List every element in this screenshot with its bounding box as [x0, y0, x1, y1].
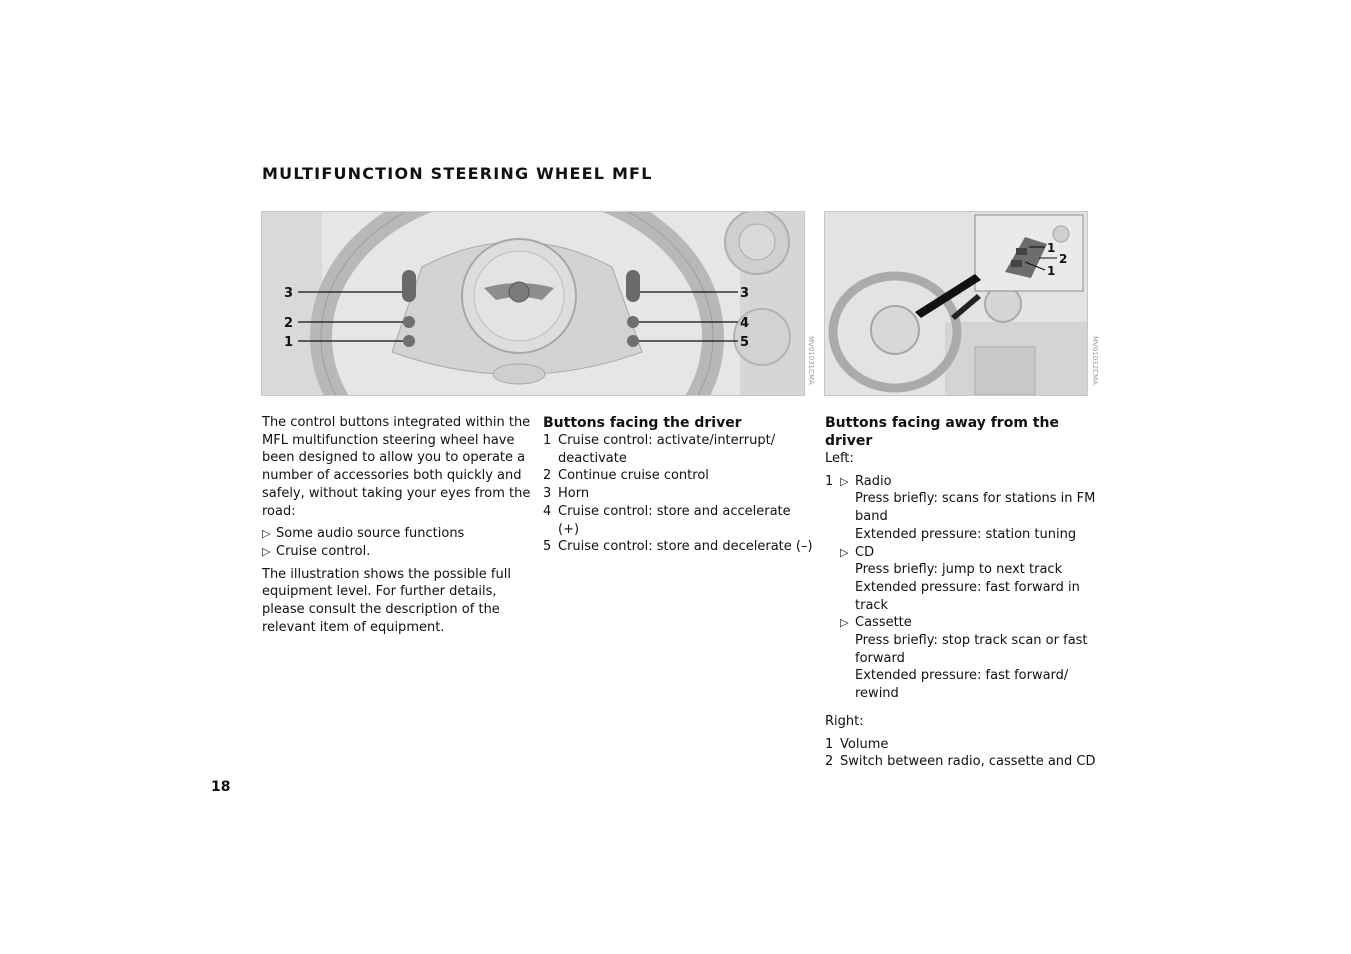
callout-label: 1 — [284, 335, 294, 350]
item-number: 2 — [543, 468, 552, 484]
source-detail: Extended pressure: fast forward in track — [855, 579, 1080, 613]
callout-label: 1 — [1047, 241, 1056, 255]
bullet-item — [262, 543, 537, 561]
item-number: 1 — [543, 433, 552, 448]
source-detail: Press briefly: scans for stations in FM band — [855, 491, 1096, 525]
list-item — [543, 538, 813, 556]
item-text: Horn — [558, 486, 590, 502]
source-name: Cassette — [855, 615, 912, 631]
list-item — [543, 503, 813, 538]
radio-item — [825, 473, 1105, 491]
right-label: Right: — [825, 713, 864, 729]
item-text: Volume — [840, 736, 889, 752]
source-name: Radio — [855, 473, 892, 489]
item-text: Switch between radio, cassette and CD — [840, 754, 1096, 770]
section-title: Buttons facing the driver — [543, 415, 742, 431]
item-number: 1 — [825, 736, 834, 752]
item-text: Cruise control: store and accelerate (+) — [558, 503, 791, 537]
dashboard-figure — [824, 211, 1088, 396]
item-number: 5 — [543, 539, 552, 555]
facing-away-column — [825, 414, 1105, 771]
intro-paragraph: The control buttons integrated within the MFL multifunction steering wheel have been designed to allow you to operate a number of accessories both quickly and safely, without taking your eyes from the road: — [262, 415, 531, 519]
bullet-text: Cruise control. — [276, 543, 371, 559]
item-number: 2 — [825, 754, 834, 770]
callout-label: 1 — [1047, 264, 1056, 278]
triangle-bullet-icon: ▷ — [840, 545, 849, 559]
left-label: Left: — [825, 451, 854, 466]
callout-label: 2 — [284, 316, 294, 331]
item-text: Cruise control: activate/interrupt/ deactivate — [558, 433, 776, 466]
source-detail: Press briefly: stop track scan or fast forward — [855, 633, 1088, 666]
dashboard-illustration — [825, 212, 1087, 395]
list-item — [543, 467, 813, 485]
intro-paragraph: The illustration shows the possible full equipment level. For further details, please consult the description of the relevant item of equipment. — [262, 566, 511, 635]
list-item — [825, 736, 1105, 754]
list-item — [825, 753, 1105, 771]
steering-wheel-figure — [261, 211, 805, 396]
item-number: 4 — [543, 503, 552, 519]
page-number: 18 — [211, 779, 231, 795]
figure-code: MV01031CMA — [807, 336, 815, 385]
figure-code: MV01032CMA — [1091, 336, 1099, 385]
bullet-item — [262, 525, 537, 543]
section-title: Buttons facing away from the driver — [825, 415, 1059, 449]
callout-label: 3 — [284, 286, 294, 301]
callout-label: 5 — [740, 335, 750, 350]
callout-label: 4 — [740, 316, 750, 331]
source-name: CD — [855, 544, 875, 560]
triangle-bullet-icon: ▷ — [840, 474, 849, 488]
triangle-bullet-icon: ▷ — [262, 527, 271, 541]
source-detail: Extended pressure: fast forward/ rewind — [855, 668, 1069, 702]
item-number: 1 — [825, 473, 834, 489]
page-heading: MULTIFUNCTION STEERING WHEEL MFL — [262, 164, 653, 183]
item-number: 3 — [543, 486, 552, 502]
intro-column — [262, 414, 537, 636]
triangle-bullet-icon: ▷ — [840, 616, 849, 630]
item-text: Cruise control: store and decelerate (–) — [558, 539, 813, 555]
list-item — [543, 432, 813, 467]
triangle-bullet-icon: ▷ — [262, 544, 271, 558]
cassette-item — [825, 614, 1105, 632]
steering-wheel-illustration — [262, 212, 804, 395]
item-text: Continue cruise control — [558, 468, 709, 484]
bullet-text: Some audio source functions — [276, 526, 465, 542]
list-item — [543, 485, 813, 503]
cd-item — [825, 544, 1105, 562]
source-detail: Press briefly: jump to next track — [855, 562, 1063, 578]
callout-label: 3 — [740, 286, 750, 301]
facing-driver-column — [543, 414, 813, 556]
source-detail: Extended pressure: station tuning — [855, 526, 1077, 542]
callout-label: 2 — [1059, 252, 1068, 266]
